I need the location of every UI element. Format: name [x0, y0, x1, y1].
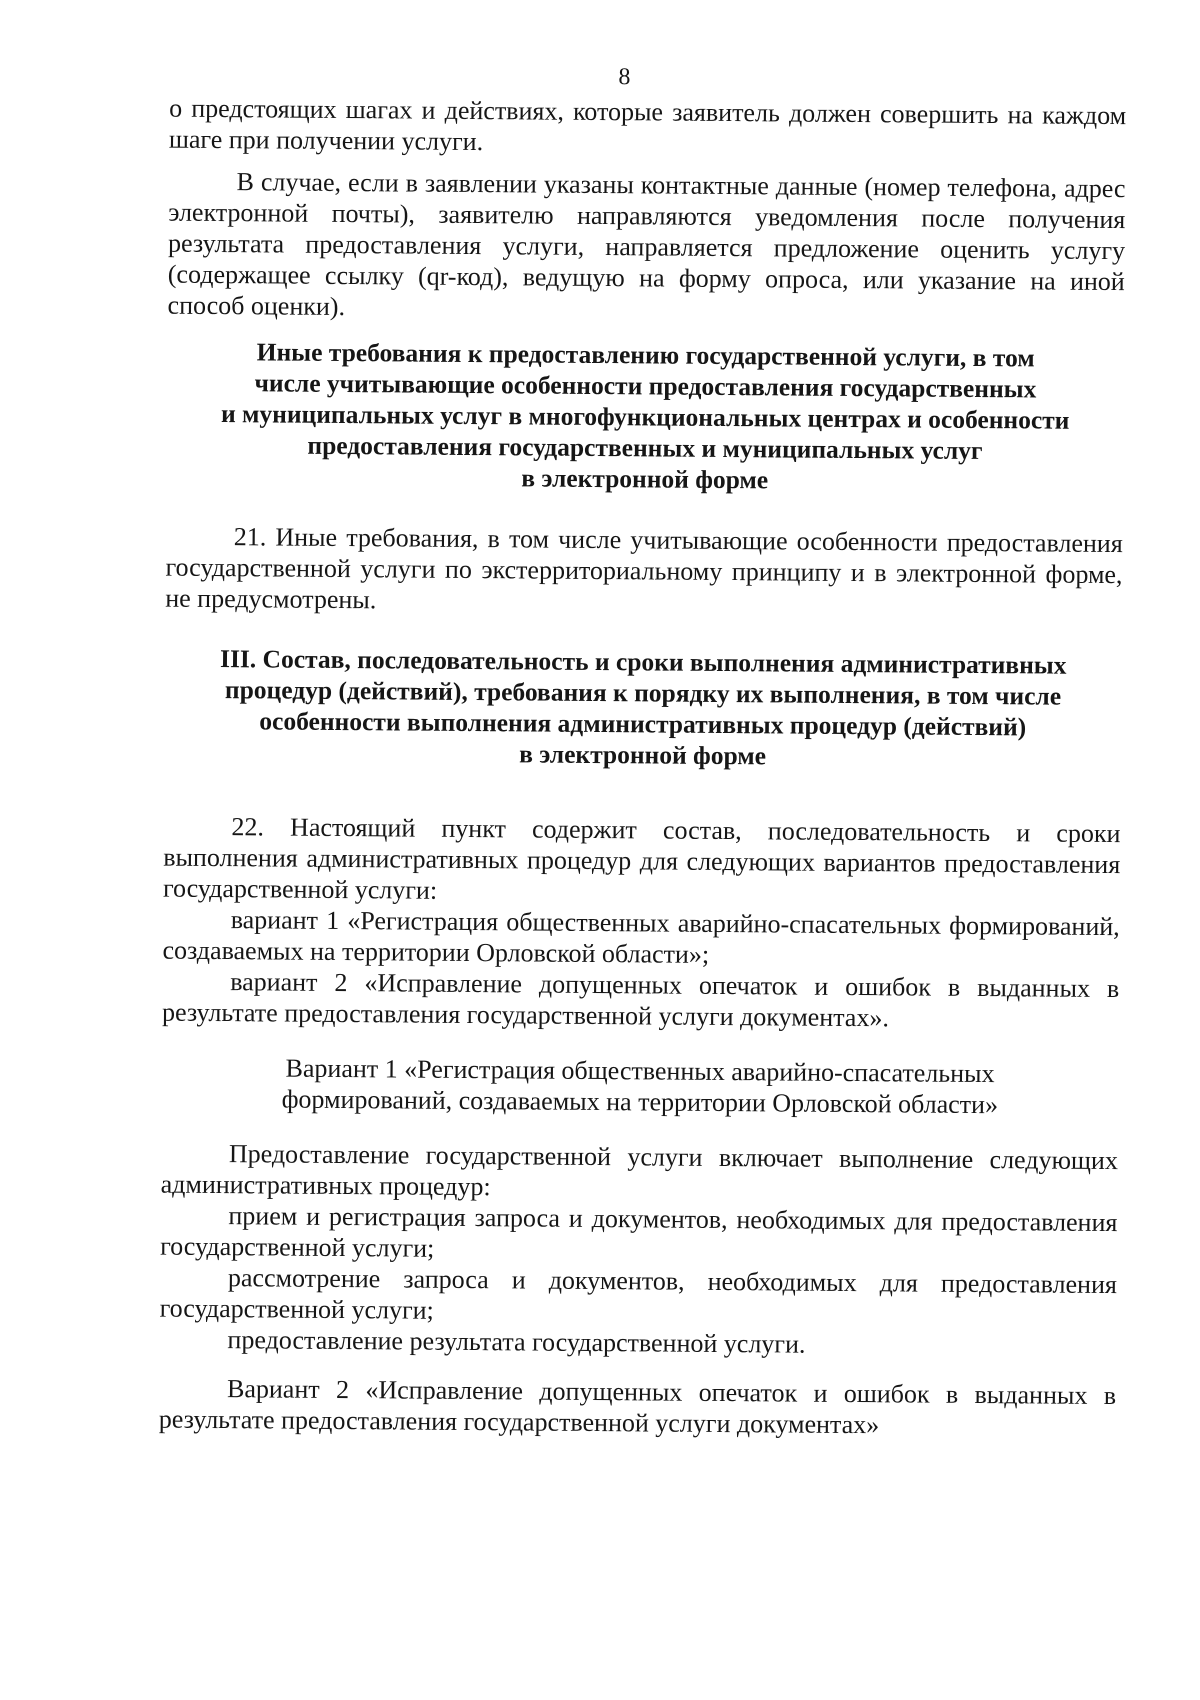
procedure-item: предоставление результата государственной услуги. [227, 1325, 806, 1359]
heading-line: числе учитывающие особенности предоставления государственных [254, 368, 1037, 404]
variant-1-intro-paragraph: Предоставление государственной услуги включает выполнение следующих административных процедур: [160, 1139, 1119, 1202]
variant-1-heading-line: Вариант 1 «Регистрация общественных аварийно-спасательных [285, 1053, 995, 1089]
variant-list-item: вариант 2 «Исправление допущенных опечаток и ошибок в выданных в результате предоставления государственной услуги документах». [161, 967, 1120, 1033]
heading-line: в электронной форме [521, 463, 769, 495]
section-heading-iii [164, 643, 1122, 775]
variant-1-heading [161, 1052, 1118, 1122]
item-22-paragraph: 22. Настоящий пункт содержит состав, последовательность и сроки выполнения административных процедур для следующих вариантов предоставления государственной услуги: [162, 812, 1121, 905]
intro-continuation-block [167, 93, 1126, 329]
section-heading-other-requirements [166, 336, 1124, 499]
procedure-item: рассмотрение запроса и документов, необходимых для предоставления государственной услуги; [159, 1263, 1118, 1325]
heading-line: особенности выполнения административных процедур (действий) [259, 706, 1027, 742]
variant-1-procedures-block [159, 1138, 1118, 1363]
heading-line: предоставления государственных и муниципальных услуг [307, 430, 983, 466]
heading-line: III. Состав, последовательность и сроки выполнения административных [219, 644, 1067, 680]
heading-line: в электронной форме [519, 739, 767, 771]
procedure-item: прием и регистрация запроса и документов, необходимых для предоставления государственной услуги; [160, 1201, 1118, 1263]
item-21-paragraph: 21. Иные требования, в том числе учитывающие особенности предоставления государственной услуги по экстерриториальному принципу и в электронной форме, не предусмотрены. [165, 522, 1123, 615]
variant-2-heading-block [159, 1373, 1116, 1443]
item-22-block [162, 811, 1121, 1036]
heading-line: Иные требования к предоставлению государственной услуги, в том [256, 337, 1035, 373]
notification-paragraph: В случае, если в заявлении указаны контактные данные (номер телефона, адрес электронной почты), заявителю направляются уведомления после получения результата предоставления услуги, направляется предложение оценить услугу (содержащее ссылку (qr-код), ведущую на форму опроса, или указание на иной способ оценки). [167, 167, 1126, 322]
variant-list-item: вариант 1 «Регистрация общественных аварийно-спасательных формирований, создаваемых на территории Орловской области»; [162, 905, 1120, 969]
heading-line: процедур (действий), требования к порядку их выполнения, в том числе [224, 675, 1062, 711]
page-number: 8 [618, 64, 631, 91]
variant-2-heading: Вариант 2 «Исправление допущенных опечаток и ошибок в выданных в результате предоставления государственной услуги документах» [158, 1374, 1117, 1440]
item-21-block [165, 521, 1123, 622]
variant-1-heading-line: формирований, создаваемых на территории Орловской области» [281, 1084, 999, 1120]
heading-line: и муниципальных услуг в многофункциональных центрах и особенности [220, 399, 1070, 435]
intro-continuation-paragraph: о предстоящих шагах и действиях, которые заявитель должен совершить на каждом шаге при получении услуги. [168, 93, 1127, 157]
